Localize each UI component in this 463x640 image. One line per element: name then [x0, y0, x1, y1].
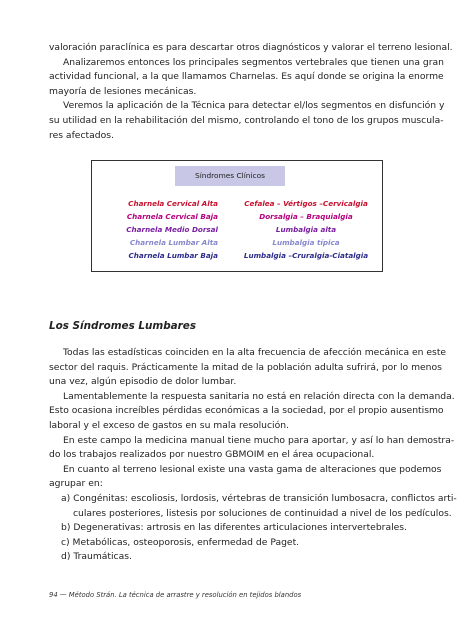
- body-line: valoración paraclínica es para descartar otros diagnósticos y valorar el terreno lesional.: [49, 42, 453, 53]
- body-line: Esto ocasiona increíbles pérdidas económicas a la sociedad, por el propio ausentismo: [49, 405, 444, 417]
- list-item: d) Traumáticas.: [61, 551, 132, 563]
- body-line: su utilidad en la rehabilitación del mismo, controlando el tono de los grupos muscula-: [49, 114, 444, 126]
- page-footer: 94 — Método Strán. La técnica de arrastre y resolución en tejidos blandos: [49, 591, 302, 599]
- syndrome-label: Lumbalgia –Cruralgia-Ciatalgia: [243, 251, 369, 260]
- body-line: sector del raquis. Prácticamente la mitad de la población adulta sufrirá, por lo menos: [49, 361, 442, 373]
- table-row: [92, 236, 384, 249]
- segment-label: Charnela Lumbar Alta: [129, 238, 218, 247]
- list-item: b) Degenerativas: artrosis en las diferentes articulaciones intervertebrales.: [61, 522, 407, 534]
- body-line: Todas las estadísticas coinciden en la alta frecuencia de afección mecánica en este: [63, 347, 447, 358]
- syndrome-label: Cefalea – Vértigos –Cervicalgia: [244, 199, 368, 208]
- segment-label: Charnela Cervical Alta: [128, 199, 218, 208]
- section-paragraph: [49, 346, 455, 492]
- segment-label: Charnela Lumbar Baja: [128, 251, 218, 260]
- body-line: do los trabajos realizados por nuestro GBMOIM en el área ocupacional.: [49, 449, 375, 461]
- segment-label: Charnela Cervical Baja: [126, 212, 218, 221]
- table-row: [92, 210, 384, 223]
- body-line: Analizaremos entonces los principales segmentos vertebrales que tienen una gran: [63, 56, 444, 68]
- table-row: [92, 249, 384, 262]
- body-line: actividad funcional, a la que llamamos Charnelas. Es aquí donde se origina la enorme: [49, 71, 444, 83]
- list-item: a) Congénitas: escoliosis, lordosis, vértebras de transición lumbosacra, conflictos arti-: [61, 493, 457, 504]
- body-line: Veremos la aplicación de la Técnica para detectar el/los segmentos en disfunción y: [63, 100, 445, 112]
- body-line: En cuanto al terreno lesional existe una vasta gama de alteraciones que podemos: [63, 463, 442, 475]
- intro-paragraph: [49, 41, 453, 143]
- body-line: agrupar en:: [49, 478, 103, 490]
- body-line: Lamentablemente la respuesta sanitaria no está en relación directa con la demanda.: [63, 390, 455, 402]
- syndrome-label: Lumbalgia alta: [275, 225, 337, 234]
- syndromes-table: [91, 160, 383, 272]
- section-heading: Los Síndromes Lumbares: [49, 320, 197, 332]
- table-header: Síndromes Clínicos: [175, 166, 285, 186]
- list-item: c) Metabólicas, osteoporosis, enfermedad de Paget.: [61, 536, 300, 548]
- table-row: [92, 223, 384, 236]
- syndrome-label: Dorsalgia – Braquialgia: [259, 212, 353, 221]
- body-line: laboral y el exceso de gastos en su mala resolución.: [49, 419, 289, 431]
- body-line: res afectados.: [49, 129, 114, 141]
- alterations-list: [49, 492, 457, 565]
- table-row: [92, 197, 384, 210]
- list-item: culares posteriores, listesis por soluciones de continuidad a nivel de los pedículos.: [73, 507, 452, 519]
- syndrome-label: Lumbalgia típica: [272, 238, 340, 247]
- body-line: mayoría de lesiones mecánicas.: [49, 85, 197, 97]
- segment-label: Charnela Medio Dorsal: [126, 225, 218, 234]
- body-line: una vez, algún episodio de dolor lumbar.: [49, 376, 237, 388]
- body-line: En este campo la medicina manual tiene mucho para aportar, y así lo han demostra-: [63, 434, 455, 446]
